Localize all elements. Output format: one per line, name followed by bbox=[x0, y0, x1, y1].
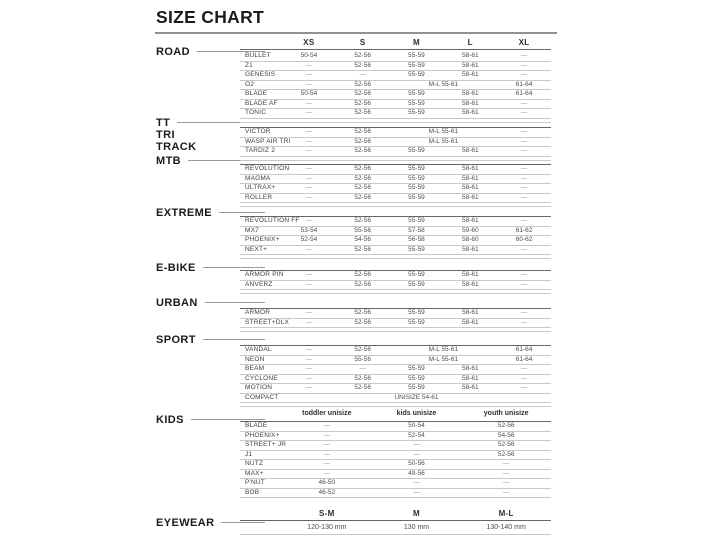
section-label-rule bbox=[203, 267, 265, 268]
section-label-text: TT bbox=[156, 117, 171, 129]
section-label-text: TRI bbox=[156, 129, 175, 141]
size-cell: — bbox=[520, 71, 528, 78]
size-cell: 58-61 bbox=[461, 184, 479, 191]
section-label-text: ROAD bbox=[156, 46, 190, 58]
column-header: S-M bbox=[319, 508, 335, 518]
size-cell: — bbox=[305, 193, 313, 201]
size-cell: — bbox=[520, 193, 528, 201]
column-header: XL bbox=[518, 38, 530, 47]
size-cell: 55-59 bbox=[408, 365, 425, 372]
size-cell: 52-56 bbox=[354, 193, 371, 201]
size-cell: — bbox=[305, 318, 313, 326]
table-section-extreme bbox=[240, 216, 551, 259]
size-cell: 50-54 bbox=[300, 52, 318, 59]
product-name: PHOENIX+ bbox=[245, 236, 280, 243]
size-cell: 55-59 bbox=[408, 174, 425, 182]
table-row bbox=[240, 309, 551, 319]
table-row bbox=[240, 319, 551, 329]
product-name: ARMOR PIN bbox=[245, 271, 284, 278]
size-cell: — bbox=[520, 374, 528, 382]
size-cell: 55-59 bbox=[408, 184, 425, 191]
size-cell: 52-56 bbox=[497, 441, 515, 448]
size-cell: 52-54 bbox=[300, 236, 318, 243]
size-cell: — bbox=[305, 80, 313, 88]
size-cell: — bbox=[323, 450, 331, 458]
size-cell: — bbox=[520, 128, 528, 135]
table-row bbox=[240, 281, 551, 291]
size-cell: — bbox=[359, 71, 366, 78]
size-cell: 54-56 bbox=[497, 431, 515, 439]
size-cell: — bbox=[323, 422, 331, 429]
table-row bbox=[240, 128, 551, 138]
size-cell: — bbox=[305, 271, 313, 278]
size-cell: — bbox=[305, 355, 313, 363]
size-cell: — bbox=[305, 365, 313, 372]
eyewear-column-headers bbox=[240, 506, 551, 521]
size-cell: 52-56 bbox=[354, 245, 371, 253]
size-cell: 52-56 bbox=[354, 217, 371, 224]
table-row bbox=[240, 375, 551, 385]
size-cell: — bbox=[359, 365, 366, 372]
column-header: S bbox=[359, 38, 366, 47]
size-cell: 49-56 bbox=[408, 469, 425, 477]
product-name: MX7 bbox=[245, 226, 259, 234]
section-label-rule bbox=[203, 339, 265, 340]
size-cell: — bbox=[323, 431, 331, 439]
product-name: REVOLUTION FF bbox=[245, 217, 300, 224]
table-row bbox=[240, 365, 551, 375]
size-cell: 53-54 bbox=[300, 226, 318, 234]
size-cell: — bbox=[323, 460, 331, 467]
table-row bbox=[240, 271, 551, 281]
size-cell: 52-56 bbox=[354, 309, 371, 316]
size-cell: 55-59 bbox=[408, 71, 425, 78]
product-name: MAGMA bbox=[245, 174, 271, 182]
product-name: ULTRAX+ bbox=[245, 184, 276, 191]
product-name: GENESIS bbox=[245, 71, 276, 78]
product-name: Z1 bbox=[245, 61, 253, 69]
size-cell: — bbox=[413, 488, 420, 496]
table-row bbox=[240, 62, 551, 72]
size-cell: — bbox=[305, 61, 313, 69]
size-cell: — bbox=[520, 309, 528, 316]
size-cell: — bbox=[305, 147, 313, 154]
size-cell: 55-59 bbox=[408, 147, 425, 154]
table-row bbox=[240, 422, 551, 432]
product-name: MOTION bbox=[245, 384, 273, 391]
table-row bbox=[240, 356, 551, 366]
size-cell: — bbox=[520, 52, 528, 59]
size-cell: 58-61 bbox=[461, 174, 479, 182]
size-cell: — bbox=[413, 450, 420, 458]
size-cell: 58-61 bbox=[461, 109, 479, 116]
size-cell: 55-59 bbox=[408, 374, 425, 382]
column-header: M bbox=[413, 508, 420, 518]
product-name: NEXT+ bbox=[245, 245, 268, 253]
size-cell: — bbox=[520, 217, 528, 224]
size-cell: 50-54 bbox=[408, 422, 425, 429]
product-name: TARDIZ 2 bbox=[245, 147, 276, 154]
size-cell: 46-50 bbox=[318, 479, 336, 486]
section-label-text: SPORT bbox=[156, 334, 196, 346]
size-cell: 55-59 bbox=[408, 99, 425, 107]
size-cell: 58-61 bbox=[461, 165, 479, 172]
product-name: VANDAL bbox=[245, 346, 272, 353]
table-row bbox=[240, 165, 551, 175]
size-cell: 52-56 bbox=[354, 318, 371, 326]
size-cell: — bbox=[413, 441, 420, 448]
size-cell: — bbox=[305, 71, 313, 78]
size-cell: — bbox=[520, 109, 528, 116]
size-cell: — bbox=[305, 280, 313, 288]
size-cell: 52-56 bbox=[354, 165, 371, 172]
size-cell: 52-56 bbox=[354, 147, 371, 154]
size-cell: — bbox=[520, 99, 528, 107]
column-header: toddler unisize bbox=[302, 409, 352, 417]
product-name: O2 bbox=[245, 80, 255, 88]
table-section-urban bbox=[240, 308, 551, 332]
table-row bbox=[240, 246, 551, 256]
size-cell: — bbox=[502, 469, 510, 477]
size-cell: — bbox=[305, 174, 313, 182]
column-header: L bbox=[467, 38, 473, 47]
size-cell: — bbox=[305, 99, 313, 107]
product-name: COMPACT bbox=[245, 393, 279, 401]
table-row bbox=[240, 451, 551, 461]
kids-column-headers bbox=[240, 405, 551, 422]
table-section-tt-tri-track bbox=[240, 127, 551, 161]
table-row bbox=[240, 184, 551, 194]
table-row bbox=[240, 489, 551, 499]
table-row bbox=[240, 460, 551, 470]
size-cell: 58-61 bbox=[461, 90, 479, 97]
product-name: BOB bbox=[245, 488, 260, 496]
size-cell: — bbox=[520, 271, 528, 278]
table-row bbox=[240, 236, 551, 246]
product-name: TONIC bbox=[245, 109, 267, 116]
size-cell: 59-60 bbox=[461, 226, 479, 234]
size-cell: — bbox=[305, 374, 313, 382]
size-cell: 130 mm bbox=[403, 524, 430, 531]
size-cell: 52-56 bbox=[354, 99, 371, 107]
size-cell: 52-56 bbox=[354, 80, 371, 88]
size-cell: 61-64 bbox=[515, 355, 533, 363]
table-row bbox=[240, 175, 551, 185]
size-cell: — bbox=[305, 217, 313, 224]
table-row bbox=[240, 109, 551, 119]
table-section-eyewear bbox=[240, 521, 551, 535]
size-cell: 58-61 bbox=[461, 245, 479, 253]
table-row bbox=[240, 521, 551, 535]
size-cell: 58-61 bbox=[461, 384, 479, 391]
size-cell: — bbox=[520, 318, 528, 326]
size-cell: 52-56 bbox=[354, 109, 371, 116]
size-cell: 52-56 bbox=[354, 137, 371, 145]
product-name: CYCLONE bbox=[245, 374, 278, 382]
size-cell: 61-64 bbox=[515, 90, 533, 97]
table-section-road bbox=[240, 52, 551, 123]
size-cell: 120-130 mm bbox=[307, 524, 347, 531]
size-cell: 58-61 bbox=[461, 99, 479, 107]
size-cell: — bbox=[520, 365, 528, 372]
size-cell: 58-61 bbox=[461, 271, 479, 278]
size-cell: 52-56 bbox=[497, 422, 515, 429]
section-label-text: KIDS bbox=[156, 414, 184, 426]
size-cell: 55-59 bbox=[408, 165, 425, 172]
product-name: VICTOR bbox=[245, 128, 271, 135]
product-name: MAX+ bbox=[245, 469, 264, 477]
size-cell: 61-64 bbox=[515, 80, 533, 88]
size-cell: 55-59 bbox=[408, 245, 425, 253]
size-cell: 58-61 bbox=[461, 147, 479, 154]
size-cell: 52-56 bbox=[354, 174, 371, 182]
size-cell: 55-59 bbox=[408, 384, 425, 391]
size-cell: — bbox=[305, 384, 313, 391]
size-cell: 50-56 bbox=[408, 460, 425, 467]
size-cell: 52-56 bbox=[354, 52, 371, 59]
size-cell: 52-54 bbox=[408, 431, 425, 439]
size-cell: — bbox=[323, 441, 331, 448]
table-row bbox=[240, 217, 551, 227]
size-cell: 57-58 bbox=[408, 226, 425, 234]
size-cell: 55-56 bbox=[354, 355, 371, 363]
product-name: NEON bbox=[245, 355, 265, 363]
size-cell: — bbox=[520, 137, 528, 145]
size-cell: 52-56 bbox=[497, 450, 515, 458]
size-cell: 55-59 bbox=[408, 217, 425, 224]
table-row bbox=[240, 470, 551, 480]
size-cell: — bbox=[520, 147, 528, 154]
size-cell: 55-59 bbox=[408, 318, 425, 326]
product-name: P'NUT bbox=[245, 479, 265, 486]
product-name: ARMOR bbox=[245, 309, 271, 316]
table-row bbox=[240, 138, 551, 148]
size-cell: 52-56 bbox=[354, 384, 371, 391]
size-cell: 61-62 bbox=[515, 226, 533, 234]
section-label-text: TRACK bbox=[156, 141, 197, 153]
product-name: WASP AIR TRI bbox=[245, 137, 291, 145]
size-cell: 55-59 bbox=[408, 90, 425, 97]
size-cell: 52-56 bbox=[354, 346, 371, 353]
size-cell: 52-56 bbox=[354, 61, 371, 69]
table-row bbox=[240, 81, 551, 91]
section-label-rule bbox=[219, 212, 265, 213]
size-cell: M-L 55-61 bbox=[428, 346, 459, 353]
product-name: J1 bbox=[245, 450, 253, 458]
size-cell: 54-56 bbox=[354, 236, 371, 243]
size-cell: 55-59 bbox=[408, 280, 425, 288]
size-cell: — bbox=[305, 128, 313, 135]
column-header: M-L bbox=[498, 508, 514, 518]
size-cell: 55-59 bbox=[408, 271, 425, 278]
table-row bbox=[240, 384, 551, 394]
table-row bbox=[240, 227, 551, 237]
product-name: STREET+ JR bbox=[245, 441, 287, 448]
size-cell: 52-56 bbox=[354, 374, 371, 382]
product-name: NUTZ bbox=[245, 460, 264, 467]
size-cell: 55-56 bbox=[354, 226, 371, 234]
size-cell: — bbox=[520, 384, 528, 391]
size-cell: 52-56 bbox=[354, 271, 371, 278]
title-divider bbox=[155, 32, 557, 34]
size-cell: — bbox=[502, 479, 510, 486]
size-cell: — bbox=[305, 245, 313, 253]
size-cell: — bbox=[520, 184, 528, 191]
product-name: PHOENIX+ bbox=[245, 431, 280, 439]
size-cell: 56-58 bbox=[408, 236, 425, 243]
column-header: XS bbox=[303, 38, 315, 47]
size-cell: 52-56 bbox=[354, 184, 371, 191]
page-title: SIZE CHART bbox=[156, 7, 264, 27]
size-cell: M-L 55-61 bbox=[428, 137, 459, 145]
size-cell: — bbox=[520, 280, 528, 288]
size-cell: 130-140 mm bbox=[486, 524, 526, 531]
size-cell: 58-60 bbox=[461, 236, 479, 243]
size-cell: 55-59 bbox=[408, 52, 425, 59]
size-cell: 58-61 bbox=[461, 318, 479, 326]
size-cell: — bbox=[305, 346, 313, 353]
size-cell: — bbox=[323, 469, 331, 477]
table-row bbox=[240, 441, 551, 451]
product-name: REVOLUTION bbox=[245, 165, 290, 172]
size-cell: 46-52 bbox=[318, 488, 336, 496]
size-cell: 58-61 bbox=[461, 61, 479, 69]
size-cell: — bbox=[305, 165, 313, 172]
section-label-text: EYEWEAR bbox=[156, 517, 215, 529]
size-cell: 55-59 bbox=[408, 109, 425, 116]
column-header: kids unisize bbox=[396, 409, 437, 417]
product-name: ANVERZ bbox=[245, 280, 273, 288]
size-cell: 55-59 bbox=[408, 193, 425, 201]
size-cell: 55-59 bbox=[408, 309, 425, 316]
product-name: BLADE bbox=[245, 422, 268, 429]
size-cell: 58-61 bbox=[461, 217, 479, 224]
size-cell: M-L 55-61 bbox=[428, 80, 459, 88]
table-row bbox=[240, 346, 551, 356]
size-cell: — bbox=[305, 137, 313, 145]
size-cell: M-L 55-61 bbox=[428, 355, 459, 363]
table-row bbox=[240, 479, 551, 489]
section-label-text: MTB bbox=[156, 155, 182, 167]
size-cell: M-L 55-61 bbox=[428, 128, 459, 135]
table-row bbox=[240, 194, 551, 204]
product-name: STREET+DLX bbox=[245, 318, 290, 326]
table-section-mtb bbox=[240, 164, 551, 207]
size-cell: 55-59 bbox=[408, 61, 425, 69]
size-cell: — bbox=[520, 61, 528, 69]
table-row bbox=[240, 147, 551, 157]
size-cell: — bbox=[305, 184, 313, 191]
size-cell: — bbox=[520, 245, 528, 253]
table-row bbox=[240, 394, 551, 404]
size-cell: 52-56 bbox=[354, 90, 371, 97]
size-cell: 50-54 bbox=[300, 90, 318, 97]
size-cell: — bbox=[520, 165, 528, 172]
section-label-text: EXTREME bbox=[156, 207, 212, 219]
product-name: BLADE bbox=[245, 90, 268, 97]
size-cell: 58-61 bbox=[461, 374, 479, 382]
size-cell: 60-62 bbox=[515, 236, 533, 243]
size-cell: UNISIZE 54-61 bbox=[394, 393, 439, 401]
product-name: BEAM bbox=[245, 365, 265, 372]
table-section-kids bbox=[240, 422, 551, 498]
size-cell: 58-61 bbox=[461, 193, 479, 201]
table-row bbox=[240, 52, 551, 62]
table-row bbox=[240, 90, 551, 100]
section-label-text: E-BIKE bbox=[156, 262, 196, 274]
section-label-rule bbox=[205, 302, 265, 303]
product-name: BLADE AF bbox=[245, 99, 278, 107]
size-cell: 58-61 bbox=[461, 71, 479, 78]
size-cell: — bbox=[413, 479, 420, 486]
section-label-text: URBAN bbox=[156, 297, 198, 309]
size-cell: 58-61 bbox=[461, 365, 479, 372]
size-cell: 58-61 bbox=[461, 52, 479, 59]
product-name: ROLLER bbox=[245, 193, 273, 201]
size-cell: — bbox=[305, 309, 313, 316]
size-cell: — bbox=[305, 109, 313, 116]
size-cell: — bbox=[502, 488, 510, 496]
table-section-e-bike bbox=[240, 270, 551, 294]
column-header: M bbox=[412, 38, 421, 47]
table-row bbox=[240, 100, 551, 110]
size-cell: 61-64 bbox=[515, 346, 533, 353]
size-cell: 58-61 bbox=[461, 309, 479, 316]
size-column-headers bbox=[240, 36, 551, 50]
size-cell: 58-61 bbox=[461, 280, 479, 288]
size-cell: 52-56 bbox=[354, 280, 371, 288]
size-cell: — bbox=[502, 460, 510, 467]
product-name: BULLET bbox=[245, 52, 271, 59]
table-row bbox=[240, 71, 551, 81]
table-row bbox=[240, 432, 551, 442]
table-section-sport bbox=[240, 345, 551, 407]
size-cell: 52-56 bbox=[354, 128, 371, 135]
column-header: youth unisize bbox=[483, 409, 529, 417]
size-cell: — bbox=[520, 174, 528, 182]
